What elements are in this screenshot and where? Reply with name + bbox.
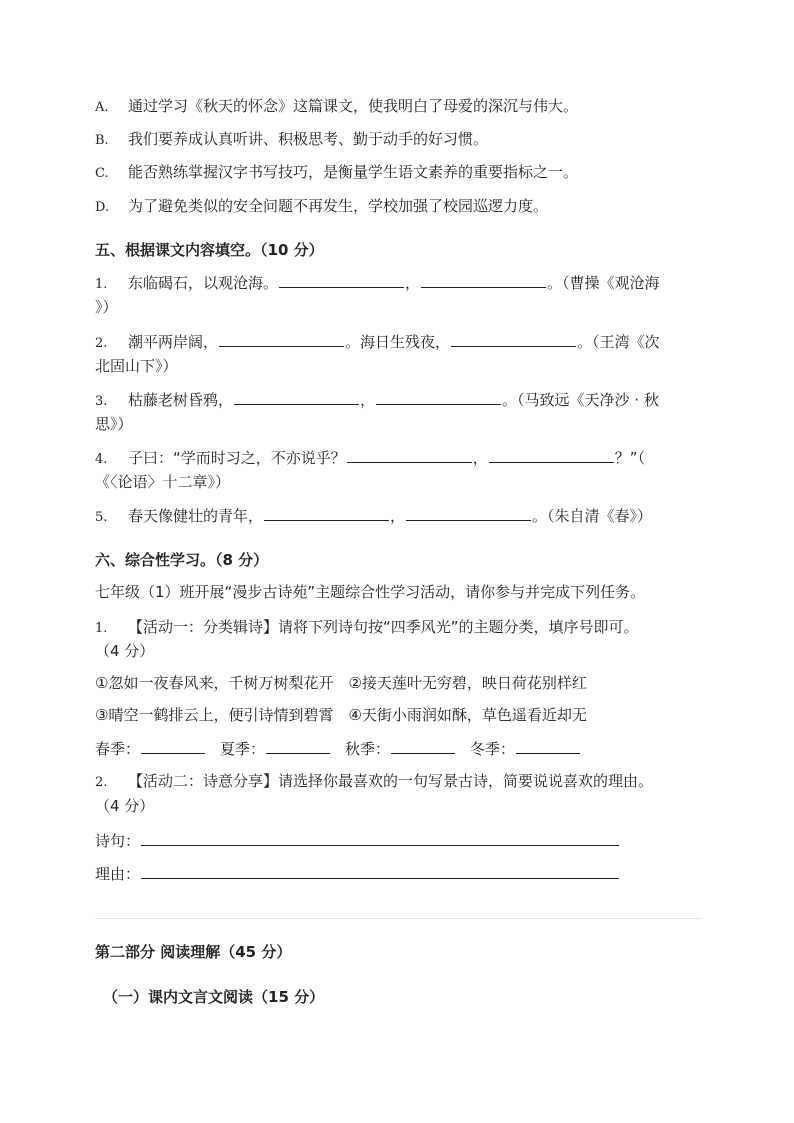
item-separator: ， (405, 274, 421, 292)
autumn-blank[interactable] (391, 737, 455, 754)
option-text: 为了避免类似的安全问题不再发生，学校加强了校园巡逻力度。 (128, 197, 549, 215)
task2 (95, 770, 653, 794)
winter-blank[interactable] (516, 737, 580, 754)
reason-blank[interactable] (141, 862, 619, 879)
item-prompt: 东临碣石，以观沧海。 (128, 274, 279, 292)
reason-answer-line (95, 862, 620, 885)
option-letter: A. (95, 100, 109, 115)
task-number: 1. (95, 621, 108, 636)
task-text: 【活动二：诗意分享】请选择你最喜欢的一句写景古诗，简要说说喜欢的理由。 (128, 772, 654, 790)
item-number: 4. (95, 452, 108, 467)
poems-line-1: ①忽如一夜春风来，千树万树梨花开 ②接天莲叶无穷碧，映日荷花别样红 (95, 674, 587, 692)
item-separator: ， (390, 507, 406, 525)
fill-item-4-cont: 《〈论语〉十二章》） (95, 473, 231, 491)
task-number: 2. (95, 775, 108, 790)
task1 (95, 616, 639, 640)
reason-label: 理由： (95, 865, 141, 883)
part2-heading: 第二部分 阅读理解（45 分） (95, 943, 292, 961)
item-source: 。（马致远《天净沙 · 秋 (502, 391, 659, 409)
item-number: 1. (95, 277, 108, 292)
item-separator: ， (472, 449, 488, 467)
answer-blank[interactable] (489, 446, 614, 463)
option-d (95, 195, 548, 219)
season-label-spring: 春季： (95, 740, 141, 758)
season-label-autumn: 秋季： (345, 740, 391, 758)
section6-heading: 六、综合性学习。（8 分） (95, 551, 269, 569)
part2-sub-heading: （一）课内文言文阅读（15 分） (103, 988, 325, 1006)
spring-blank[interactable] (141, 737, 205, 754)
fill-item-2-cont: 北固山下》） (95, 357, 178, 375)
fill-item-3 (95, 388, 659, 413)
answer-blank[interactable] (347, 446, 472, 463)
section5-heading: 五、根据课文内容填空。（10 分） (95, 241, 324, 259)
item-source: ？”（ (614, 449, 646, 467)
answer-blank[interactable] (376, 388, 501, 405)
option-letter: D. (95, 200, 110, 215)
answer-blank[interactable] (279, 271, 404, 288)
item-prompt: 枯藤老树昏鸦， (128, 391, 234, 409)
answer-blank[interactable] (234, 388, 359, 405)
answer-blank[interactable] (219, 330, 344, 347)
section-divider (95, 918, 702, 919)
item-source: 。（曹操《观沧海 (547, 274, 660, 292)
item-separator: ， (360, 391, 376, 409)
item-number: 5. (95, 510, 108, 525)
fill-item-3-cont: 思》） (95, 415, 133, 433)
fill-item-1-cont: 》） (95, 298, 118, 316)
option-a (95, 95, 578, 119)
answer-blank[interactable] (421, 271, 546, 288)
option-b (95, 128, 488, 152)
item-prompt: 潮平两岸阔， (128, 333, 219, 351)
season-label-summer: 夏季： (220, 740, 266, 758)
option-text: 通过学习《秋天的怀念》这篇课文，使我明白了母爱的深沉与伟大。 (128, 97, 579, 115)
task2-score: （4 分） (95, 797, 155, 815)
section6-intro: 七年级（1）班开展“漫步古诗苑”主题综合性学习活动，请你参与并完成下列任务。 (95, 583, 646, 601)
fill-item-4 (95, 446, 645, 471)
fill-item-1 (95, 271, 660, 296)
summer-blank[interactable] (266, 737, 330, 754)
poem-blank[interactable] (141, 829, 619, 846)
poem-answer-line (95, 829, 620, 852)
item-prompt: 春天像健壮的青年， (128, 507, 264, 525)
item-number: 2. (95, 336, 108, 351)
item-separator: 。海日生残夜， (345, 333, 451, 351)
season-answers (95, 737, 581, 760)
option-letter: B. (95, 133, 109, 148)
option-letter: C. (95, 166, 109, 181)
season-label-winter: 冬季： (470, 740, 516, 758)
poem-label: 诗句： (95, 832, 141, 850)
item-source: 。（朱自清《春》） (532, 507, 653, 525)
option-c (95, 161, 578, 185)
answer-blank[interactable] (451, 330, 576, 347)
item-source: 。（王湾《次 (577, 333, 660, 351)
item-number: 3. (95, 394, 108, 409)
fill-item-2 (95, 330, 660, 355)
option-text: 能否熟练掌握汉字书写技巧，是衡量学生语文素养的重要指标之一。 (128, 163, 579, 181)
answer-blank[interactable] (264, 504, 389, 521)
answer-blank[interactable] (406, 504, 531, 521)
fill-item-5 (95, 504, 652, 529)
task-text: 【活动一：分类辑诗】请将下列诗句按“四季风光”的主题分类，填序号即可。 (128, 618, 639, 636)
poems-line-2: ③晴空一鹤排云上，便引诗情到碧霄 ④天街小雨润如酥，草色遥看近却无 (95, 706, 587, 724)
option-text: 我们要养成认真听讲、积极思考、勤于动手的好习惯。 (128, 130, 489, 148)
item-prompt: 子曰：“学而时习之，不亦说乎？ (128, 449, 346, 467)
task1-score: （4 分） (95, 642, 155, 660)
